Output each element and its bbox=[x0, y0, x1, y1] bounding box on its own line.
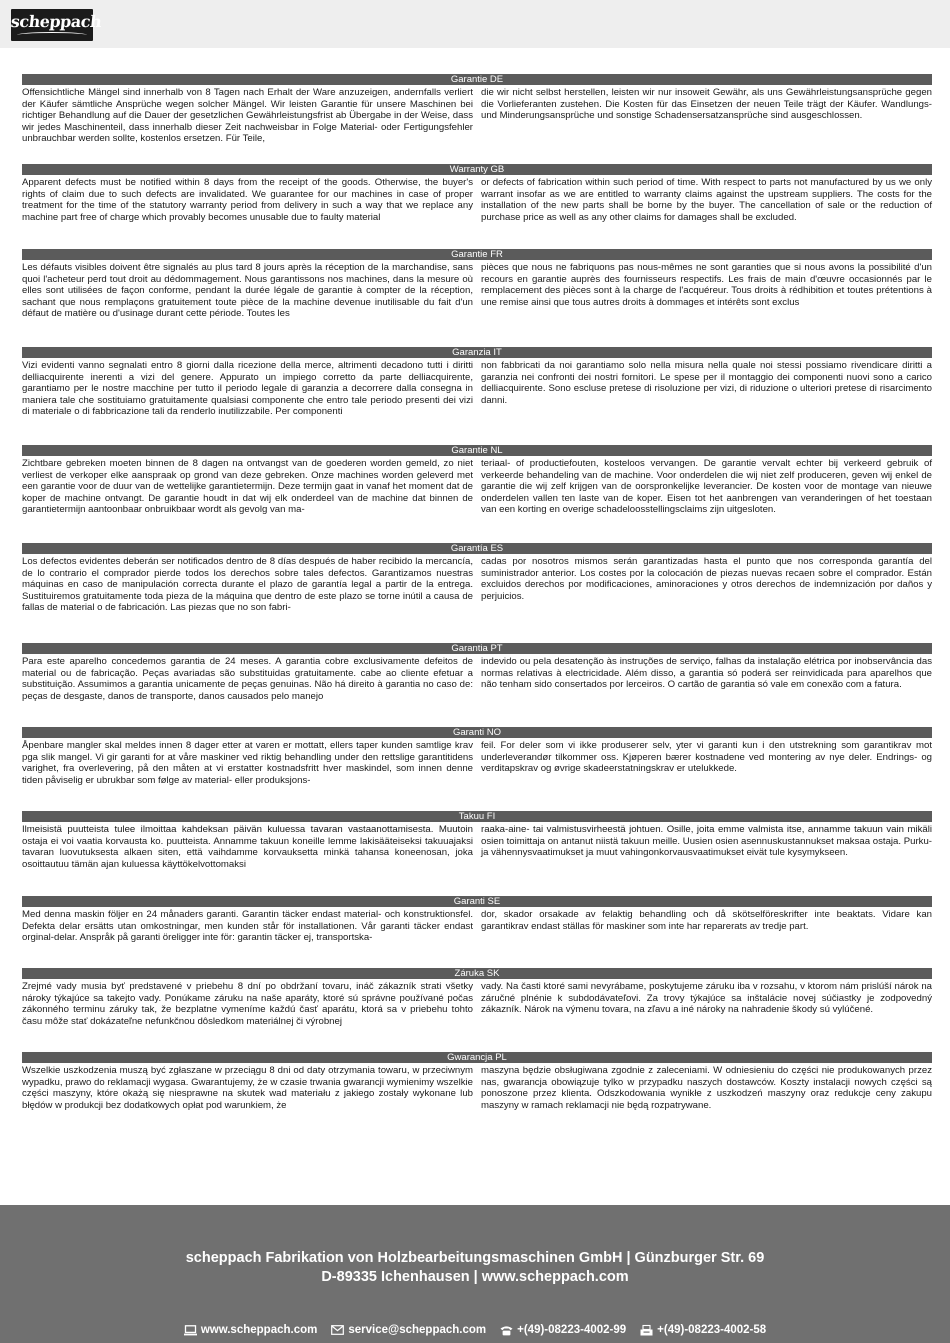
warranty-section bbox=[22, 74, 932, 145]
warranty-section bbox=[22, 543, 932, 614]
section-body bbox=[22, 175, 932, 223]
section-text-left: Zichtbare gebreken moeten binnen de 8 dagen na ontvangst van de goederen worden gemeld, zo niet verliest de verkoper elke aanspraak op grond van deze gebreken. Onze machines worden geleverd met een garantie voor de duur van de wettelijke garantietermijn. Deze termijn gaat in vanaf het moment dat de koper de machine ontvangt. De garantie houdt in dat wij elk onderdeel van de machine dat binnen de garantietermijn aantoonbaar onbruikbaar wordt als gevolg van ma- bbox=[22, 458, 473, 516]
section-body bbox=[22, 907, 932, 944]
section-body bbox=[22, 456, 932, 516]
section-text-right: teriaal- of productiefouten, kosteloos vervangen. De garantie vervalt echter bij verkeerd gebruik of verkeerde behandeling van de machine. Voor onderdelen die wij niet zelf produceren, geven wij enkel de garantie die wij zelf krijgen van de oorspronkelijke leverancier. De kosten voor de montage van nieuwe onderdelen vallen ten laste van de koper. Eisen tot het aanbrengen van veranderingen of het toestaan van een korting en overige schadeloosstellingsclaims zijn uitgesloten. bbox=[481, 458, 932, 516]
section-body bbox=[22, 654, 932, 702]
footer-address: D-89335 Ichenhausen | www.scheppach.com bbox=[321, 1269, 629, 1285]
section-body bbox=[22, 738, 932, 786]
footer-contacts bbox=[0, 1323, 950, 1337]
section-text-left: Med denna maskin följer en 24 månaders garanti. Garantin täcker endast material- och konstruktionsfel. Defekta delar ersätts utan omkostningar, men kunden står för installationen. Vår garanti täcker endast orginal-delar. Anspråk på garanti öreligger inte för: garantin täcker ej, transportska- bbox=[22, 909, 473, 944]
section-body bbox=[22, 1063, 932, 1111]
section-text-right: dor, skador orsakade av felaktig behandling och då skötselföreskrifter inte beaktats. Vidare kan garantikrav endast ställas för maskiner som inte har reparerats av tredje part. bbox=[481, 909, 932, 932]
section-title: Garantie FR bbox=[22, 249, 932, 260]
section-text-left: Vizi evidenti vanno segnalati entro 8 giorni dalla ricezione della merce, altrimenti decadono tutti i diritti delliacquirente inerenti a vizi del genere. Appurato un impiego corretto da parte delliacquirente, garantiamo per le nostre macchine per tutto il periodo legale di garanzia a decorrere dalla consegna in maniera tale che sostituiamo gratuitamente qualsiasi componente che entro tale periodo presenti dei vizi di materiale o di fabbricazione tali da renderlo inutilizzabile. Per componenti bbox=[22, 360, 473, 418]
section-title: Garantie NL bbox=[22, 445, 932, 456]
section-text-right: indevido ou pela desatenção às instruções de serviço, falhas da instalação elétrica por inobservância das normas relativas à electricidade. Além disso, a garantia só poderá ser reinvidicada para aparelhos que não tenham sido consertados por lerceiros. O cartão de garantia só vale em conexão com a fatura. bbox=[481, 656, 932, 691]
logo-text: scheppach bbox=[10, 12, 103, 31]
warranty-section bbox=[22, 727, 932, 786]
email-link[interactable]: service@scheppach.com bbox=[348, 1324, 487, 1336]
section-text-right: cadas por nosotros mismos serán garantizadas hasta el punto que nos corresponda garantía del suministrador anterior. Los costes por la colocación de piezas nuevas recaen sobre el comprador. Están excluidos derechos por modificaciones, aminoraciones y otros derechos de indemnización por daños y perjuicios. bbox=[481, 556, 932, 602]
footer-company: scheppach Fabrikation von Holzbearbeitungsmaschinen GmbH | Günzburger Str. 69 bbox=[185, 1250, 765, 1266]
phone-number[interactable]: +(49)-08223-4002-99 bbox=[517, 1324, 627, 1336]
footer bbox=[0, 1205, 950, 1343]
section-body bbox=[22, 260, 932, 320]
section-text-right: pièces que nous ne fabriquons pas nous-mêmes ne sont garanties que si nous avons la possibilité d'un recours en garantie auprès des fournisseurs respectifs. Les frais de main d'œuvre occasionnés par le remplacement des pièces sont à la charge de l'acquéreur. Tous droits à rédhibition et toutes prétentions à une remise ainsi que tous autres droits à dommages et intérêts sont exclus bbox=[481, 262, 932, 308]
section-title: Gwarancja PL bbox=[22, 1052, 932, 1063]
section-text-left: Les défauts visibles doivent être signalés au plus tard 8 jours après la réception de la marchandise, sans quoi l'acheteur perd tout droit au dédommagement. Nous garantissons nos machines, dans la mesure où elles sont utilisées de façon conforme, pendant la durée légale de garantie à compter de la réception, sachant que nous remplaçons gratuitement toute pièce de la machine devenue inutilisable du fait d'un défaut de matière ou d'usinage durant cette période. Toutes les bbox=[22, 262, 473, 320]
section-title: Garantía ES bbox=[22, 543, 932, 554]
section-body bbox=[22, 554, 932, 614]
phone-contact[interactable] bbox=[500, 1323, 626, 1337]
section-text-right: maszyna będzie obsługiwana zgodnie z zaleceniami. W odniesieniu do części nie produkowanych przez nas, gwarancja obowiązuje tylko w przypadku naszych dostawców. Koszty instalacji nowych części są ponoszone przez klienta. Odszkodowania wynikłe z uszkodzeń maszyny oraz redukcje ceny zakupu maszyny w ramach reklamacji nie będą rozpatrywane. bbox=[481, 1065, 932, 1111]
section-title: Záruka SK bbox=[22, 968, 932, 979]
section-text-left: Zrejmé vady musia byť predstavené v priebehu 8 dní po obdržaní tovaru, ináč zákazník strati všetky nároky týkajúce sa takejto vady. Ponúkame záruku na naše aparáty, ktoré sú správne používané počas zákonného terminu záruky tak, že bezplatne vymeníme každú časť aparátu, ktorá sa v priebehu tohto času môže stať dokázateľne nefunkčnou dôsledkom materiálnej či výrobnej bbox=[22, 981, 473, 1027]
warranty-section bbox=[22, 643, 932, 702]
warranty-section bbox=[22, 1052, 932, 1111]
section-text-right: vady. Na časti ktoré sami nevyrábame, poskytujeme záruku iba v rozsahu, v ktorom nám prislúší nárok na záručné plnénie k subdodávateľovi. Za trovy týkajúce sa inštalácie novej súčiastky je zodpovedný zákazník. Nárok na výmenu tovara, na zľavu a iné nároky na nahradenie škody sú vylúčené. bbox=[481, 981, 932, 1016]
email-contact[interactable] bbox=[331, 1323, 486, 1337]
warranty-section bbox=[22, 249, 932, 320]
warranty-section bbox=[22, 445, 932, 516]
website-link[interactable]: www.scheppach.com bbox=[200, 1324, 318, 1336]
computer-icon bbox=[184, 1325, 197, 1336]
section-body bbox=[22, 85, 932, 145]
section-text-left: Wszelkie uszkodzenia muszą być zgłaszane w przeciągu 8 dni od daty otrzymania towaru, w przeciwnym wypadku, prawo do reklamacji wygasa. Gwarantujemy, że w czasie trwania gwarancji wymienimy wszelkie części maszyny, które okażą się niesprawne na skutek wad materiału z jakiego zostały wykonane lub błędów w produkcji bez dodatkowych opłat pod warunkiem, że bbox=[22, 1065, 473, 1111]
section-text-left: Åpenbare mangler skal meldes innen 8 dager etter at varen er mottatt, ellers taper kunden samtlige krav pga slik mangel. Vi gir garanti for at våre maskiner ved riktig behandling under den rettslige garantitidens varighet, fra overlevering, på den måten at vi erstatter kostnadsfritt hver maskindel, som innen denne tiden påviselig er ubrukbar som følge av material- eller produksjons- bbox=[22, 740, 473, 786]
section-text-right: raaka-aine- tai valmistusvirheestä johtuen. Osille, joita emme valmista itse, annamme takuun vain mikäli osien toimittaja on antanut niistä takuun meille. Uusien osien asennuskustannukset maksaa ostaja. Purku- ja vähennysvaatimukset ja muut vahingonkorvausvaatimukset eivät tule kysymykseen. bbox=[481, 824, 932, 859]
section-text-left: Apparent defects must be notified within 8 days from the receipt of the goods. Otherwise, the buyer's rights of claim due to such defects are invalidated. We guarantee for our machines in case of proper treatment for the time of the statutory warranty period from delivery in such a way that we replace any machine part free of charge which provably becomes unusable due to faulty material bbox=[22, 177, 473, 223]
fax-number[interactable]: +(49)-08223-4002-58 bbox=[657, 1324, 767, 1336]
section-body bbox=[22, 822, 932, 870]
section-text-right: feil. For deler som vi ikke produserer selv, yter vi garanti kun i den utstrekning som garantikrav mot underleverandør tilkommer oss. Kjøperen bærer kostnadene ved montering av nye deler. Endrings- og verditapskrav og øvrige skadeerstatningskrav er utelukkede. bbox=[481, 740, 932, 775]
logo-swoosh bbox=[17, 32, 87, 38]
section-body bbox=[22, 979, 932, 1027]
section-text-right: non fabbricati da noi garantiamo solo nella misura nella quale noi stessi possiamo rivendicare diritti a garanzia nei confronti dei nostri fornitori. Le spese per il montaggio dei componenti nuovi sono a carico delliacquirente. Sono escluse pretese di risoluzione per vizi, di riduzione o ulteriori pretese di risarcimento danni. bbox=[481, 360, 932, 406]
fax-contact[interactable] bbox=[640, 1323, 766, 1337]
section-body bbox=[22, 358, 932, 418]
section-title: Garanzia IT bbox=[22, 347, 932, 358]
top-band bbox=[0, 0, 950, 48]
section-text-right: die wir nicht selbst herstellen, leisten wir nur insoweit Gewähr, als uns Gewährleistungsansprüche gegen die Vorlieferanten zustehen. Die Kosten für das Einsetzen der neuen Teile trägt der Käufer. Wandlungs- und Minderungsansprüche und sonstige Schadensersatzansprüche sind ausgeschlossen. bbox=[481, 87, 932, 122]
section-title: Warranty GB bbox=[22, 164, 932, 175]
warranty-section bbox=[22, 347, 932, 418]
section-title: Garanti NO bbox=[22, 727, 932, 738]
website-contact[interactable] bbox=[184, 1323, 318, 1337]
section-text-left: Para este aparelho concedemos garantia de 24 meses. A garantia cobre exclusivamente defeitos de material ou de fabricação. Peças avariadas são substituidas gratuitamente. cabe ao cliente efetuar a substituição. Assumimos a garantia unicamente de peças genuinas. Não há direito à garantia no caso de: peças de desgaste, danos de transporte, danos causados pelo manejo bbox=[22, 656, 473, 702]
section-title: Garantie DE bbox=[22, 74, 932, 85]
section-text-left: Offensichtliche Mängel sind innerhalb von 8 Tagen nach Erhalt der Ware anzuzeigen, andernfalls verliert der Käufer sämtliche Ansprüche wegen solcher Mängel. Wir leisten Garantie für unsere Maschinen bei richtiger Behandlung auf die Dauer der gesetzlichen Gewährleistungsfrist ab Übergabe in der Weise, dass wir jedes Maschinenteil, dass innerhalb dieser Zeit nachweisbar in Folge Material- oder Fertigungsfehler unbrauchbar werden sollte, kostenlos ersetzen. Für Teile, bbox=[22, 87, 473, 145]
warranty-section bbox=[22, 968, 932, 1027]
section-title: Takuu FI bbox=[22, 811, 932, 822]
section-text-left: Los defectos evidentes deberán ser notificados dentro de 8 días después de haber recibido la mercancía, de lo contrario el comprador pierde todos los derechos sobre tales defectos. Garantizamos nuestras máquinas en caso de manipulación correcta durante el plazo de garantía legal a partir de la entrega. Sustituiremos gratuitamente toda pieza de la máquina que dentro de este plazo se torne inútil a causa de fallas de material o de fabricación. Las piezas que no son fabri- bbox=[22, 556, 473, 614]
warranty-section bbox=[22, 811, 932, 870]
fax-icon bbox=[640, 1325, 653, 1336]
mail-icon bbox=[331, 1325, 344, 1335]
warranty-section bbox=[22, 896, 932, 944]
section-text-right: or defects of fabrication within such period of time. With respect to parts not manufactured by us we only warrant insofar as we are entitled to warranty claims against the upstream suppliers. The costs for the installation of the new parts shall be borne by the buyer. The cancellation of sale or the reduction of purchase price as well as any other claims for damages shall be excluded. bbox=[481, 177, 932, 223]
section-title: Garantia PT bbox=[22, 643, 932, 654]
warranty-section bbox=[22, 164, 932, 223]
section-title: Garanti SE bbox=[22, 896, 932, 907]
phone-icon bbox=[500, 1325, 513, 1336]
section-text-left: Ilmeisistä puutteista tulee ilmoittaa kahdeksan päivän kuluessa tavaran vastaanottamisesta. Muutoin ostaja ei voi vaatia korvausta ko. puutteista. Annamme takuun koneille lemme lakisääteiseksi takuuajaksi tavaran luovutuksesta alkaen siten, että vaihdamme korvauksetta minkä tahansa koneenosan, joka osoittautuu tämän ajan kuluessa käyttökelvottomaksi bbox=[22, 824, 473, 870]
scheppach-logo bbox=[10, 9, 103, 41]
